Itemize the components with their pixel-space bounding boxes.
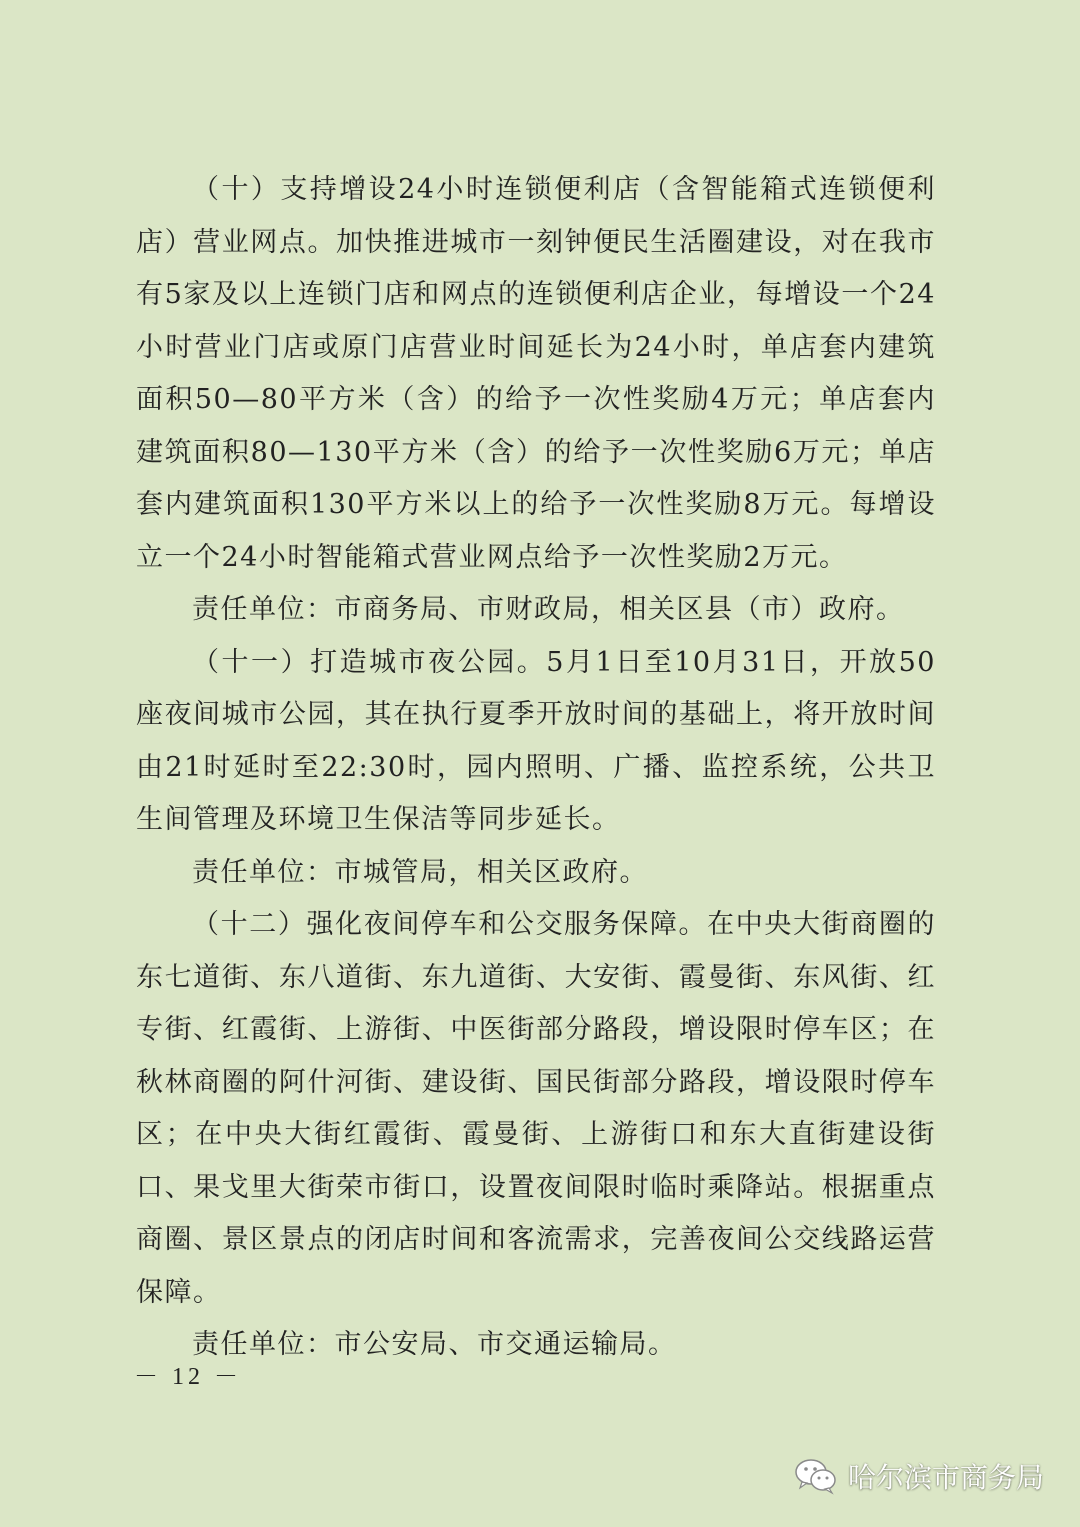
wechat-icon [794, 1456, 838, 1496]
watermark [794, 1456, 1044, 1496]
responsibility-item-11: 责任单位：市城管局，相关区政府。 [192, 856, 648, 888]
document-body [136, 164, 936, 1372]
responsibility-item-12: 责任单位：市公安局、市交通运输局。 [192, 1329, 677, 1360]
paragraph-item-10: （十）支持增设24小时连锁便利店（含智能箱式连锁便利店）营业网点。加快推进城市一刻钟便民生活圈建设，对在我市有5家及以上连锁门店和网点的连锁便利店企业，每增设一个24小时营业门店或原门店营业时间延长为24小时，单店套内建筑面积50—80平方米（含）的给予一次性奖励4万元；单店套内建筑面积80—130平方米（含）的给予一次性奖励6万元；单店套内建筑面积130平方米以上的给予一次性奖励8万元。每增设立一个24小时智能箱式营业网点给予一次性奖励2万元。 [136, 174, 936, 573]
paragraph-item-12: （十二）强化夜间停车和公交服务保障。在中央大街商圈的东七道街、东八道街、东九道街、大安街、霞曼街、东风街、红专街、红霞街、上游街、中医街部分路段，增设限时停车区；在秋林商圈的阿什河街、建设街、国民街部分路段，增设限时停车区；在中央大街红霞街、霞曼街、上游街口和东大直街建设街口、果戈里大街荣市街口，设置夜间限时临时乘降站。根据重点商圈、景区景点的闭店时间和客流需求，完善夜间公交线路运营保障。 [136, 909, 936, 1308]
page-number: － 12 － [134, 1364, 242, 1390]
responsibility-item-10: 责任单位：市商务局、市财政局，相关区县（市）政府。 [192, 594, 905, 625]
watermark-text: 哈尔滨市商务局 [847, 1462, 1044, 1493]
paragraph-item-11: （十一）打造城市夜公园。5月1日至10月31日，开放50座夜间城市公园，其在执行夏季开放时间的基础上，将开放时间由21时延时至22:30时，园内照明、广播、监控系统，公共卫生间管理及环境卫生保洁等同步延长。 [136, 646, 936, 835]
